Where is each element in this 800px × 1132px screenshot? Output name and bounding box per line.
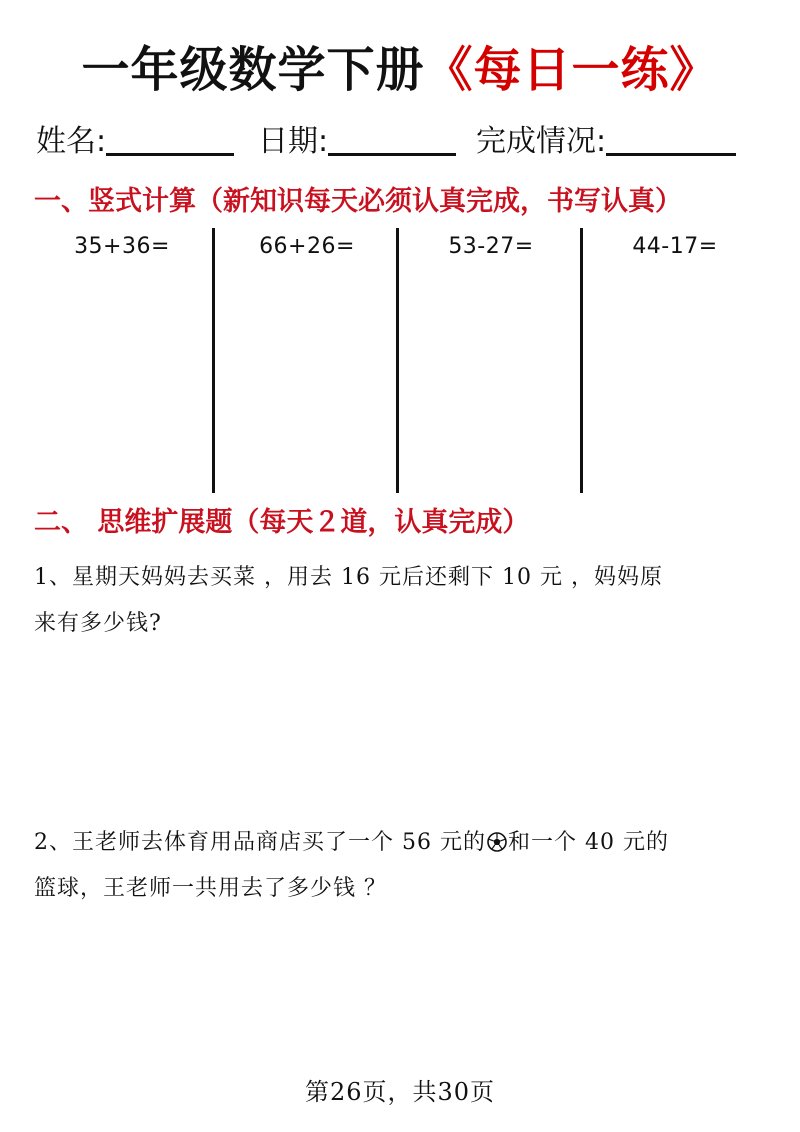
question-1	[34, 555, 774, 647]
question-2-line-2: 篮球，王老师一共用去了多少钱 ？	[34, 876, 387, 901]
name-label: 姓名:	[36, 124, 107, 159]
calc-problem: 35+36=	[74, 234, 170, 259]
section2-heading: 二、 思维扩展题（每天２道，认真完成）	[34, 507, 530, 538]
question-2-text-a: 2、王老师去体育用品商店买了一个 56 元的	[34, 830, 486, 855]
vertical-calculation-grid	[30, 228, 770, 493]
question-2-line-1	[34, 820, 774, 866]
title-main: 一年级数学下册	[81, 42, 425, 98]
question-2	[34, 820, 774, 912]
question-1-line-1: 1、星期天妈妈去买菜 ，用去 16 元后还剩下 10 元 ，妈妈原	[34, 565, 663, 590]
calc-cell-4[interactable]	[583, 228, 767, 493]
completion-blank-line	[606, 153, 736, 156]
date-field[interactable]	[258, 120, 456, 164]
calc-problem: 44-17=	[632, 234, 718, 259]
page-number: 第26页，共30页	[304, 1078, 496, 1106]
name-field[interactable]	[36, 120, 234, 164]
name-blank-line	[106, 153, 234, 156]
calc-problem: 66+26=	[259, 234, 355, 259]
calc-cell-1[interactable]	[30, 228, 214, 493]
calc-cell-2[interactable]	[215, 228, 399, 493]
date-label: 日期:	[258, 124, 329, 159]
question-2-text-b: 和一个 40 元的	[507, 830, 669, 855]
student-info-row	[36, 120, 766, 164]
soccer-ball-icon	[487, 823, 507, 843]
calc-cell-3[interactable]	[399, 228, 583, 493]
title-highlight: 《每日一练》	[424, 42, 719, 98]
completion-field[interactable]	[476, 120, 736, 164]
date-blank-line	[328, 153, 456, 156]
page-title	[0, 40, 800, 100]
completion-label: 完成情况:	[476, 124, 607, 159]
calc-problem: 53-27=	[448, 234, 534, 259]
question-1-line-2: 来有多少钱?	[34, 611, 162, 636]
section1-heading: 一、竖式计算（新知识每天必须认真完成，书写认真）	[34, 186, 682, 217]
